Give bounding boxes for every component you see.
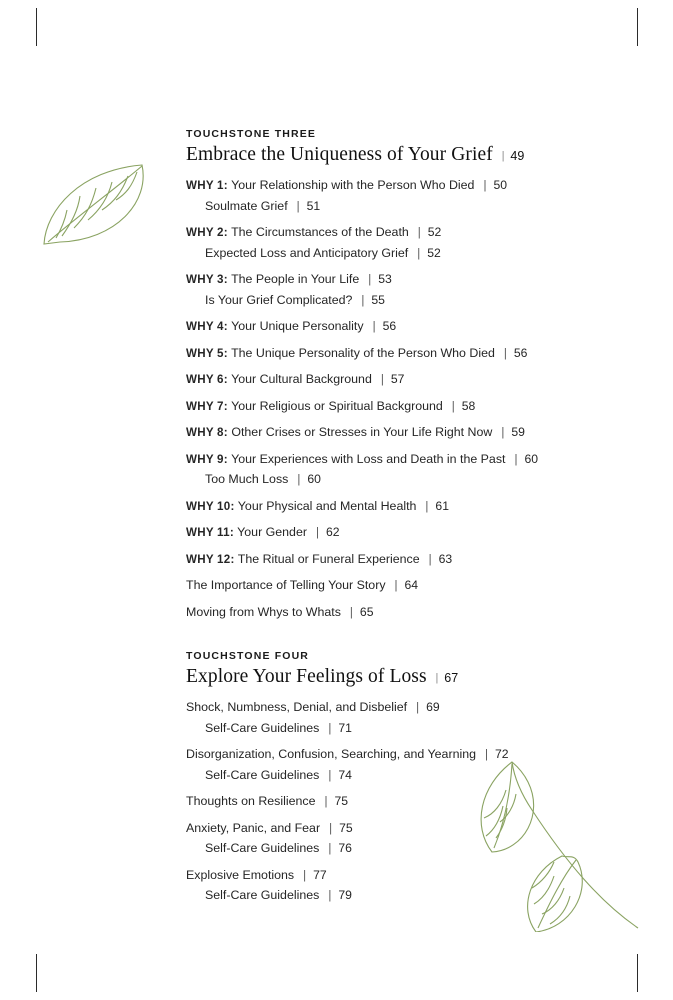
toc-entry[interactable] [186, 425, 626, 441]
entry-text: Self-Care Guidelines [205, 841, 320, 855]
entry-text: Other Crises or Stresses in Your Life Right Now [231, 425, 493, 439]
page-number: 52 [427, 245, 441, 260]
page-number: 51 [306, 198, 321, 213]
toc-entry[interactable] [205, 841, 626, 857]
entry-text: Explosive Emotions [186, 867, 295, 882]
toc-section [186, 128, 626, 620]
page-number: 56 [513, 345, 528, 360]
page-number: 60 [524, 451, 539, 466]
toc-entry[interactable] [186, 399, 626, 415]
page-number: 76 [338, 841, 352, 855]
toc-entry[interactable] [186, 821, 626, 837]
page-number: 77 [313, 867, 327, 882]
crop-mark-top-right [637, 8, 638, 46]
entry-text: Self-Care Guidelines [205, 888, 320, 902]
toc-entry[interactable] [186, 319, 626, 335]
separator: | [380, 374, 384, 386]
separator: | [514, 453, 518, 466]
entry-text: Shock, Numbness, Denial, and Disbelief [186, 700, 408, 714]
entry-text: Your Religious or Spiritual Background [231, 398, 443, 413]
page-number: 56 [382, 319, 397, 333]
crop-mark-bottom-right [637, 954, 638, 992]
entry-text: The People in Your Life [231, 272, 360, 286]
toc-entry[interactable] [205, 721, 626, 737]
separator: | [368, 274, 372, 286]
page-number: 52 [427, 225, 442, 239]
separator: | [435, 670, 439, 684]
toc-entry[interactable] [186, 452, 626, 468]
separator: | [315, 527, 319, 539]
page-number: 67 [444, 671, 459, 685]
page-number: 65 [359, 604, 374, 619]
toc-section [186, 650, 626, 904]
toc-entry[interactable] [186, 178, 626, 194]
page-number: 62 [325, 525, 340, 539]
page-number: 64 [404, 578, 419, 592]
separator: | [417, 227, 421, 239]
toc-entry[interactable] [186, 868, 626, 884]
toc-entry[interactable] [186, 372, 626, 388]
page-number: 75 [339, 820, 353, 835]
separator: | [501, 427, 505, 439]
touchstone-title[interactable] [186, 144, 626, 166]
touchstone-title-text: Explore Your Feelings of Loss [186, 666, 427, 687]
separator: | [372, 321, 376, 333]
entry-why: WHY 6: [186, 373, 228, 386]
separator: | [451, 400, 455, 413]
page-number: 58 [461, 398, 476, 413]
separator: | [361, 294, 365, 307]
entry-why: WHY 12: [186, 552, 235, 566]
entry-text: Self-Care Guidelines [205, 767, 320, 782]
toc-entry[interactable] [186, 605, 626, 621]
touchstone-label: TOUCHSTONE THREE [186, 128, 317, 140]
entry-text: Anxiety, Panic, and Fear [186, 820, 321, 835]
separator: | [394, 580, 398, 592]
page-number: 75 [334, 794, 349, 808]
entry-text: Your Physical and Mental Health [237, 498, 417, 513]
entry-text: Your Cultural Background [231, 372, 372, 386]
toc-entry[interactable] [205, 888, 626, 904]
separator: | [416, 702, 420, 714]
entry-why: WHY 1: [186, 179, 228, 192]
separator: | [483, 180, 487, 192]
entry-why: WHY 5: [186, 346, 228, 360]
toc-entry[interactable] [205, 472, 626, 488]
toc-entry[interactable] [186, 346, 626, 362]
toc-entry[interactable] [186, 700, 626, 716]
toc-entry[interactable] [205, 246, 626, 262]
entry-text: Expected Loss and Anticipatory Grief [205, 245, 409, 260]
separator: | [329, 822, 333, 835]
entry-why: WHY 8: [186, 426, 228, 439]
page-number: 61 [435, 498, 449, 513]
page-number: 49 [510, 149, 525, 163]
touchstone-title-text: Embrace the Uniqueness of Your Grief [186, 144, 493, 165]
page-number: 60 [307, 472, 321, 486]
entry-text: Disorganization, Confusion, Searching, and Yearning [186, 747, 476, 761]
page-number: 55 [371, 292, 385, 307]
entry-why: WHY 4: [186, 320, 228, 333]
entry-text: The Importance of Telling Your Story [186, 578, 386, 592]
toc-entry[interactable] [186, 225, 626, 241]
separator: | [328, 722, 332, 735]
entry-text: Your Relationship with the Person Who Died [231, 178, 475, 192]
toc-entry[interactable] [186, 578, 626, 594]
separator: | [501, 148, 505, 162]
entry-text: Soulmate Grief [205, 198, 288, 213]
entry-why: WHY 11: [186, 526, 234, 539]
entry-why: WHY 10: [186, 499, 235, 513]
separator: | [485, 749, 488, 761]
entry-text: Self-Care Guidelines [205, 720, 320, 735]
separator: | [303, 869, 307, 882]
separator: | [328, 843, 332, 855]
toc-entry[interactable] [205, 199, 626, 215]
toc-entry[interactable] [186, 747, 626, 763]
entry-text: Is Your Grief Complicated? [205, 292, 353, 307]
entry-text: Your Gender [237, 525, 307, 539]
entry-why: WHY 9: [186, 452, 228, 466]
separator: | [296, 200, 300, 213]
table-of-contents [186, 128, 626, 915]
entry-why: WHY 7: [186, 399, 228, 413]
separator: | [324, 796, 328, 808]
separator: | [503, 347, 507, 360]
entry-text: The Ritual or Funeral Experience [237, 551, 420, 566]
separator: | [428, 553, 432, 566]
separator: | [425, 500, 429, 513]
separator: | [297, 474, 301, 486]
separator: | [328, 890, 332, 902]
page-number: 74 [338, 767, 352, 782]
page-number: 63 [438, 551, 453, 566]
entry-text: Moving from Whys to Whats [186, 604, 341, 619]
crop-mark-top-left [36, 8, 37, 46]
entry-why: WHY 2: [186, 226, 228, 239]
touchstone-label: TOUCHSTONE FOUR [186, 650, 310, 662]
entry-text: Thoughts on Resilience [186, 794, 316, 808]
page-number: 71 [338, 720, 352, 735]
leaf-icon [38, 160, 158, 250]
toc-entry[interactable] [205, 293, 626, 309]
page-number: 79 [338, 888, 352, 902]
page-number: 50 [493, 178, 508, 192]
entry-text: Too Much Loss [205, 472, 289, 486]
toc-entry[interactable] [186, 272, 626, 288]
entry-text: The Circumstances of the Death [231, 225, 409, 239]
entry-text: The Unique Personality of the Person Who Died [231, 345, 495, 360]
toc-entry[interactable] [186, 499, 626, 515]
page-number: 59 [511, 425, 525, 439]
page-number: 53 [378, 272, 392, 286]
page-number: 57 [390, 372, 405, 386]
touchstone-title[interactable] [186, 666, 626, 688]
toc-entry[interactable] [205, 768, 626, 784]
entry-text: Your Unique Personality [231, 319, 364, 333]
separator: | [328, 769, 332, 782]
page-number: 69 [426, 700, 440, 714]
toc-entry[interactable] [186, 552, 626, 568]
separator: | [349, 606, 353, 619]
entry-text: Your Experiences with Loss and Death in the Past [231, 451, 506, 466]
toc-entry[interactable] [186, 525, 626, 541]
separator: | [417, 247, 421, 260]
toc-entry[interactable] [186, 794, 626, 810]
entry-why: WHY 3: [186, 273, 228, 286]
page-number: 72 [495, 747, 509, 761]
crop-mark-bottom-left [36, 954, 37, 992]
